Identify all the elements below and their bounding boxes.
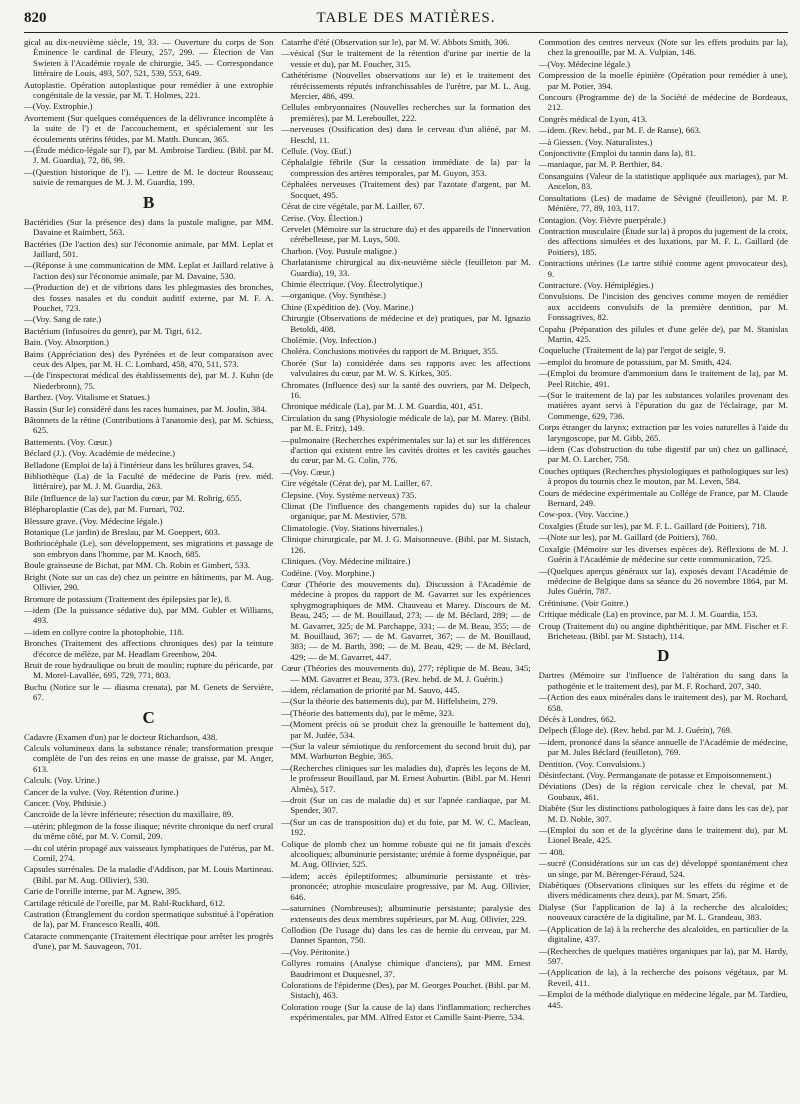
index-entry: —(Production de) et de vibrions dans les phlegmasies des bronches, des fosses nasales et du conduit auditif externe, par M. F. A. Pouchet, 723. xyxy=(24,282,274,313)
index-entry: Blépharoplastie (Cas de), par M. Furnari, 702. xyxy=(24,504,185,515)
index-entry: Bactérium (Infusoires du genre), par M. Tigri, 612. xyxy=(24,325,202,336)
index-entry: Consanguins (Valeur de la statistique appliquée aux mariages), par M. Ancelon, 83. xyxy=(538,170,788,192)
index-entry: Charbon. (Voy. Pustule maligne.) xyxy=(281,245,397,256)
index-entry: — 408. xyxy=(538,846,565,857)
index-entry: Croup (Traitement du) ou angine diphthéritique, par MM. Fischer et F. Bricheteau. (Bibl. par M. Sistach), 114. xyxy=(538,620,788,641)
index-entry: Chronique médicale (La), par M. J. M. Guardia, 401, 451. xyxy=(281,401,484,412)
index-entry: Barthez. (Voy. Vitalisme et Statues.) xyxy=(24,392,150,403)
index-entry: Crétinisme. (Voir Goitre.) xyxy=(538,597,629,608)
index-entry: Cow-pox. (Voy. Vaccine.) xyxy=(538,509,629,520)
index-entry: Clinique chirurgicale, par M. J. G. Maisonneuve. (Bibl. par M. Sistach, 126. xyxy=(281,534,531,555)
index-entry: Cerise. (Voy. Élection.) xyxy=(281,212,363,223)
index-entry: Bactéridies (Sur la présence des) dans la pustule maligne, par MM. Davaine et Raimbert, 563. xyxy=(24,216,274,238)
section-letter: B xyxy=(142,192,155,212)
index-entry: Avortement (Sur quelques conséquences de la délivrance incomplète à la suite de l') et de l'accouchement, et spécialement sur les écoulements utérins fétides, par M. Matth. Duncan, 365. xyxy=(24,112,274,144)
index-entry: Chorée (Sur la) considérée dans ses rapports avec les affections valvulaires du cœur, par M. W. S. Kirkes, 305. xyxy=(281,357,531,379)
index-entry: Bruit de roue hydraulique ou bruit de moulin; rupture du péricarde, par M. Morel-Lavallée, 695, 729, 771, 803. xyxy=(24,659,274,681)
index-entry: Diabète (Sur les distinctions pathologiques à faire dans les cas de), par M. D. Noble, 307. xyxy=(538,803,788,824)
index-entry: —organique. (Voy. Synthèse.) xyxy=(281,290,386,301)
index-entry: Cancer de la vulve. (Voy. Rétention d'urine.) xyxy=(24,786,179,797)
index-entry: Consultations (Les) de madame de Sévigné (feuilleton), par M. P. Ménière, 77, 89, 103, 117. xyxy=(538,192,788,214)
index-entry: Castration (Étranglement du cordon spermatique substitué à l'opération de la), par M. Francesco Realli, 408. xyxy=(24,909,274,930)
index-entry: —emploi du bromure de potassium, par M. Smith, 424. xyxy=(538,356,732,367)
index-entry: Céphalées nerveuses (Traitement des) par l'azotate d'argent, par M. Socquet, 495. xyxy=(281,179,531,200)
index-entry: —(Action des eaux minérales dans le traitement des), par M. Rochard, 658. xyxy=(538,692,788,713)
index-entry: Colique de plomb chez un homme robuste qui ne fit jamais d'excès alcooliques; albuminurie persistante; urémie à forme dyspnéique, par M. Aug. Ollivier, 525. xyxy=(281,838,531,870)
index-entry: Coxalgies (Étude sur les), par M. F. L. Gaillard (de Poitiers), 718. xyxy=(538,520,767,531)
index-entry: Circulation du sang (Physiologie médicale de la), par M. Marey. (Bibl. par M. E. Fritz), 149. xyxy=(281,412,531,434)
index-entry: Cellules embryonnaires (Nouvelles recherches sur la formation des premières), par M. Lereboullet, 222. xyxy=(281,102,531,123)
index-entry: Contractions utérines (Le tartre stibié comme agent provocateur des), 9. xyxy=(538,258,788,279)
index-entry: —idem (De la puissance sédative du), par MM. Gubler et Williams, 493. xyxy=(24,604,274,626)
index-entry: Désinfectant. (Voy. Permanganate de potasse et Empoisonnement.) xyxy=(538,770,772,780)
index-entry: —idem; accès épileptiformes; albuminurie persistante et très-prononcée; atrophie musculaire progressive, par M. Aug. Ollivier, 646. xyxy=(281,870,531,902)
index-entry: Climatologie. (Voy. Stations hivernales.) xyxy=(281,522,423,533)
index-entry: Concours (Programme de) de la Société de médecine de Bordeaux, 212. xyxy=(538,92,788,113)
index-column-right xyxy=(539,37,788,1103)
index-entry: Critique médicale (La) en province, par M. J. M. Guardia, 153. xyxy=(538,609,758,620)
index-entry: Chimie électrique. (Voy. Électrolytique.) xyxy=(281,278,423,289)
index-entry: —(de l'inspectorat médical des établissements de), par M. J. Kuhn (de Niederbronn), 75. xyxy=(24,370,274,391)
index-entry: —(Recherches cliniques sur les maladies du), d'après les leçons de M. le professeur Bouillaud, par M. Ernest Auburtin. (Bibl. par M. Henri Almès), 517. xyxy=(281,762,531,794)
index-entry: Colorations de l'épiderme (Des), par M. Georges Pouchet. (Bibl. par M. Sistach), 463. xyxy=(281,979,531,1001)
index-entry: —(Théorie des battements du), par le même, 323. xyxy=(281,707,455,718)
index-entry: Carie de l'oreille interne, par M. Agnew, 395. xyxy=(24,886,182,897)
index-column-left xyxy=(24,37,273,1103)
index-entry: Décès à Londres, 662. xyxy=(538,713,617,724)
index-column-middle xyxy=(281,37,530,1103)
section-letter: D xyxy=(657,646,670,666)
index-entry: Dartres (Mémoire sur l'influence de l'altération du sang dans la pathogénie et le traitement des), par M. F. Rochard, 207, 340. xyxy=(538,670,788,691)
index-entry: Charlatanisme chirurgical au dix-neuvième siècle (feuilleton par M. Guardia), 19, 33. xyxy=(281,257,531,278)
index-entry: —(Moment précis où se produit chez la grenouille le battement du), par M. Judée, 534. xyxy=(281,719,531,740)
index-entry: Cancroïde de la lèvre inférieure; résection du maxillaire, 89. xyxy=(24,809,234,820)
index-entry: Corps étranger du larynx; extraction par les voies naturelles à l'aide du laryngoscope, par M. Gibb, 265. xyxy=(538,422,788,443)
index-entry: Cire végétale (Cérat de), par M. Lailler, 67. xyxy=(281,478,433,489)
index-entry: Cathétérisme (Nouvelles observations sur le) et le traitement des rétrécissements réputés infranchissables de l'urètre, par M. L. Aug. Mercier, 486, 499. xyxy=(281,70,531,102)
index-entry: Cancer. (Voy. Phthisie.) xyxy=(24,798,107,808)
index-entry: —à Giessen. (Voy. Naturalistes.) xyxy=(538,136,653,147)
index-entry: —nerveuses (Ossification des) dans le cerveau d'un aliéné, par M. Heschl, 11. xyxy=(281,124,531,145)
index-entry: —sucré (Considérations sur un cas de) développé spontanément chez un singe, par M. Bérenger-Féraud, 524. xyxy=(538,858,788,879)
index-entry: Calculs volumineux dans la substance rénale; transformation presque complète de l'un des reins en une masse de graisse, par M. Anger, 613. xyxy=(24,742,274,774)
index-entry: Commotion des centres nerveux (Note sur les effets produits par la), chez la grenouille, par M. A. Vulpian, 146. xyxy=(538,37,788,58)
index-entry: Compression de la moelle épinière (Opération pour remédier à une), par M. Potier, 394. xyxy=(538,70,788,91)
index-entry: —(Sur un cas de transposition du) et du foie, par M. W. C. Maclean, 192. xyxy=(281,816,531,838)
index-entry: —(Sur la valeur sémiotique du renforcement du second bruit du), par MM. Warburton Begbie, 365. xyxy=(281,741,531,762)
index-entry: Cours de médecine expérimentale au Collége de France, par M. Claude Bernard, 249. xyxy=(538,487,788,509)
index-entry: Delpech (Éloge de). (Rev. hebd. par M. J. Guérin), 769. xyxy=(538,725,733,736)
index-entry: —idem, réclamation de priorité par M. Sauvo, 445. xyxy=(281,684,460,695)
index-entry: Bain. (Voy. Absorption.) xyxy=(24,337,109,348)
index-entry: —maniaque, par M. P. Berthier, 84. xyxy=(538,159,663,170)
index-entry: Capsules surrénales. De la maladie d'Addison, par M. Louis Martineau. (Bibl. par M. Aug. Ollivier), 530. xyxy=(24,864,274,885)
index-entry: Bassin (Sur le) considéré dans les races humaines, par M. Joulin, 384. xyxy=(24,403,267,414)
index-entry: —(Emploi du son et de la glycérine dans le traitement du), par M. Lionel Beale, 425. xyxy=(538,825,788,846)
index-entry: —idem. (Rev. hebd., par M. F. de Ranse), 663. xyxy=(538,125,701,136)
index-entry: Cadavre (Examen d'un) par le docteur Richardson, 438. xyxy=(24,731,218,742)
running-title: TABLE DES MATIÈRES. xyxy=(316,10,496,26)
index-entry: —idem, prononcé dans la séance annuelle de l'Académie de médecine, par M. Jules Béclard (feuilleton), 769. xyxy=(538,736,788,758)
index-entry: Coxalgie (Mémoire sur les diverses espèces de). Réflexions de M. J. Guérin à l'Académie de médecine sur cette communication, 725. xyxy=(538,543,788,565)
index-entry: —(Voy. Cœur.) xyxy=(281,466,335,477)
index-entry: —(Réponse à une communication de MM. Leplat et Jaillard relative à l'action des) sur l'économie animale, par M. Davaine, 530. xyxy=(24,260,274,281)
index-entry: Convulsions. De l'incision des gencives comme moyen de remédier aux accidents convulsifs de la première dentition, par M. Fonssagrives, 82. xyxy=(538,291,788,323)
index-entry: Bactéries (De l'action des) sur l'économie animale, par MM. Leplat et Jaillard, 501. xyxy=(24,238,274,259)
index-entry: Bâtonnets de la rétine (Contributions à l'anatomie des), par M. Schiess, 625. xyxy=(24,415,274,436)
index-entry: —Emploi de la méthode dialytique en médecine légale, par M. Tardieu, 445. xyxy=(538,989,788,1010)
index-entry: Codéine. (Voy. Morphine.) xyxy=(281,567,375,578)
index-entry: Climat (De l'influence des changements rapides du) sur la chaleur organique, par M. Mestivier, 578. xyxy=(281,501,531,522)
index-entry: Déviations (Des) de la région cervicale chez le cheval, par M. Goubaux, 461. xyxy=(538,781,788,802)
index-entry: Battements. (Voy. Cœur.) xyxy=(24,436,112,447)
index-entry: —vésical (Sur le traitement de la rétention d'urine par inertie de la vessie et du), par M. Foucher, 315. xyxy=(281,48,531,69)
index-entry: Congrès médical de Lyon, 413. xyxy=(538,113,648,124)
index-entry: —idem (Cas d'obstruction du tube digestif par un) chez un gallinacé, par M. O. Larcher, 758. xyxy=(538,444,788,465)
index-entry: Cataracte commençante (Traitement électrique pour arrêter les progrès d'une), par M. Sauvageon, 701. xyxy=(24,930,274,952)
index-entry: Buchu (Notice sur le — diasma crenata), par M. Genets de Servière, 67. xyxy=(24,681,274,703)
index-entry: Bile (Influence de la) sur l'action du cœur, par M. Rohrig, 655. xyxy=(24,492,242,503)
index-entry: Contracture. (Voy. Hémiplégies.) xyxy=(538,279,654,290)
index-entry: —(Question historique de l'). — Lettre de M. le docteur Rousseau; suivie de remarques de M. J. M. Guardia, 199. xyxy=(24,166,274,188)
index-entry: Catarrhe d'été (Observation sur le), par M. W. Abbots Smith, 306. xyxy=(281,37,510,47)
index-entry: Autoplastie. Opération autoplastique pour remédier à une extrophie congénitale de la vessie, par M. T. Holmes, 221. xyxy=(24,79,274,101)
index-entry: Chirurgie (Observations de médecine et de) pratiques, par M. Ignazio Betoldi, 408. xyxy=(281,313,531,334)
index-entry: gical au dix-neuvième siècle, 19, 33. — Ouverture du corps de Son Éminence le cardinal de Fleury, 257, 299. — Élection de Van Swieten à l'Académie royale de chirurgie, 345. — Correspondance littéraire de Louis, 493, 507, 521, 539, 553, 649. xyxy=(24,37,274,79)
index-entry: Bronches (Traitement des affections chroniques des) par la teinture d'écorce de mélèze, par M. Headlam Greenhow, 204. xyxy=(24,638,274,659)
index-entry: Bothriocéphale (Le), son développement, ses migrations et passage de son embryon dans l'homme, par M. Knoch, 685. xyxy=(24,538,274,559)
index-entry: Boule graisseuse de Bichat, par MM. Ch. Robin et Gimbert, 533. xyxy=(24,560,251,571)
index-entry: —droit (Sur un cas de maladie du) et sur l'apnée cardiaque, par M. Spender, 307. xyxy=(281,795,531,816)
index-entry: —idem en collyre contre la photophobie, 118. xyxy=(24,626,184,637)
index-entry: Bright (Note sur un cas de) chez un peintre en bâtiments, par M. Aug. Ollivier, 290. xyxy=(24,571,274,593)
index-entry: Collodion (De l'usage du) dans les cas de hernie du cerveau, par M. Dannet Spanton, 750. xyxy=(281,924,531,946)
index-entry: Couches optiques (Recherches physiologiques et pathologiques sur les) à propos du tournis chez le mouton, par M. Leven, 584. xyxy=(538,465,788,487)
index-entry: —(Recherches de quelques matières organiques par la), par M. Hardy, 597. xyxy=(538,945,788,966)
index-entry: Calculs. (Voy. Urine.) xyxy=(24,775,100,786)
index-entry: Botanique (Le jardin) de Breslau, par M. Goeppert, 603. xyxy=(24,527,220,538)
index-entry: —du col utérin propagé aux vaisseaux lymphatiques de l'utérus, par M. Cornil, 274. xyxy=(24,842,274,864)
index-entry: —(Étude médico-légale sur l'), par M. Ambroise Tardieu. (Bibl. par M. J. M. Guardia), 72, 86, 99. xyxy=(24,145,274,166)
index-entry: —(Sur le traitement de la) par les substances volatiles provenant des matières ayant servi à l'épuration du gaz de l'éclairage, par M. Commenge, 629, 736. xyxy=(538,390,788,421)
index-entry: Dialyse (Sur l'application de la) à la recherche des alcaloïdes; nouveaux caractère de la digitaline, par M. L. Grandeau, 383. xyxy=(538,901,788,923)
index-entry: —(Emploi du bromure d'ammonium dans le traitement de la), par M. Peel Ritchie, 491. xyxy=(538,368,788,389)
index-entry: Diabétiques (Observations cliniques sur les effets du régime et de divers médicaments chez deux), par M. Smart, 256. xyxy=(538,880,788,901)
index-entry: Bains (Appréciation des) des Pyrénées et de leur comparaison avec ceux des Alpes, par M. H. C. Lombard, 458, 470, 511, 573. xyxy=(24,348,274,369)
index-entry: Conjonctivite (Emploi du tannin dans la), 81. xyxy=(538,148,696,159)
index-entry: Blessure grave. (Voy. Médecine légale.) xyxy=(24,515,163,526)
index-entry: Chine (Expédition de). (Voy. Marine.) xyxy=(281,301,414,312)
index-entry: Belladone (Emploi de la) à l'intérieur dans les brûlures graves, 54. xyxy=(24,459,254,470)
index-entry: Cœur (Théorie des mouvements du). Discussion à l'Académie de médecine à propos du rapport de M. Gavarret sur les expériences sphygmographiques de MM. Chauveau et Marey. Discours de M. Beau, 245; — de M. Bouillaud, 273; — de M. Béclard, 289; — de M. Gavarret, 325; de M. Parchappe, 331; — de M. Beau, 355; — de M. Bouillaud, 367; — de M. Gavarret, 367; — de M. Bouillaud, 383; — de M. Barth, 398; — de M. Beau, 429; — de M. Béclard, 429; — de M. Gavarret, 447. xyxy=(281,578,531,662)
page-header xyxy=(24,6,788,33)
index-entry: —(Note sur les), par M. Gaillard (de Poitiers), 760. xyxy=(538,532,718,543)
index-entry: Copahu (Préparation des pilules et d'une gelée de), par M. Stanislas Martin, 425. xyxy=(538,323,788,344)
section-letter: C xyxy=(142,707,155,727)
index-entry: Choléra. Conclusions motivées du rapport de M. Briquet, 355. xyxy=(281,346,499,357)
index-entry: Coloration rouge (Sur la cause de la) dans l'inflammation; recherches expérimentales, par MM. Alfred Estor et Camille Saint-Pierre, 534. xyxy=(281,1001,531,1023)
index-entry: —(Quelques aperçus généraux sur la), exposés devant l'Académie de médecine de Belgique dans sa séance du 26 novembre 1864, par M. Jules Guérin, 787. xyxy=(538,565,788,597)
index-entry: Cartilage réticulé de l'oreille, par M. Rabl-Ruckhard, 612. xyxy=(24,897,226,908)
index-entry: Cœur (Théories des mouvements du), 277; réplique de M. Beau, 345; — MM. Gavarret et Beau, 373. (Rev. hebd. de M. J. Guérin.) xyxy=(281,663,531,684)
index-entry: Cérat de cire végétale, par M. Lailler, 67. xyxy=(281,201,425,212)
index-entry: Céphalalgie fébrile (Sur la cessation immédiate de la) par la compression des artères temporales, par M. Guyon, 353. xyxy=(281,157,531,178)
index-entry: —(Voy. Extrophie.) xyxy=(24,101,93,112)
index-entry: —saturnines (Nombreuses); albuminurie persistante; paralysie des extenseurs des deux membres supérieurs, par M. Aug. Ollivier, 229. xyxy=(281,903,531,924)
index-entry: Clepsine. (Voy. Système nerveux) 735. xyxy=(281,489,417,500)
index-entry: Béclard (J.). (Voy. Académie de médecine.) xyxy=(24,448,176,459)
index-entry: Collyres romains (Analyse chimique d'anciens), par MM. Ernest Baudrimont et Duquesnel, 37. xyxy=(281,958,531,979)
index-entry: Cervelet (Mémoire sur la structure du) et des appareils de l'innervation cérébelleuse, par M. Luys, 500. xyxy=(281,223,531,245)
page-number: 820 xyxy=(24,10,47,26)
index-entry: Contraction musculaire (Étude sur la) à propos du jugement de la croix, des affections simulées et des luxations, par M. F. L. Gaillard (de Poitiers), 185. xyxy=(538,225,788,257)
index-entry: Cellule. (Voy. Œuf.) xyxy=(281,146,352,157)
index-entry: —(Application de la) à la recherche des alcaloïdes, en particulier de la digitaline, 437. xyxy=(538,923,788,945)
index-entry: —(Sur la théorie des battements du), par M. Hiffelsheim, 279. xyxy=(281,696,498,707)
index-entry: —(Voy. Péritonite.) xyxy=(281,946,350,957)
index-entry: Coqueluche (Traitement de la) par l'ergot de seigle, 9. xyxy=(538,345,726,356)
index-entry: Bibliothèque (La) de la Faculté de médecine de Paris (rev. méd. littéraire), par M. J. M. Guardia, 263. xyxy=(24,471,274,492)
index-entry: —pulmonaire (Recherches expérimentales sur la) et sur les différences d'action qui existent entre les cavités droites et les cavités gauches du cœur, par M. G. Colin, 776. xyxy=(281,434,531,466)
index-entry: Chromates (Influence des) sur la santé des ouvriers, par M. Delpech, 16. xyxy=(281,379,531,400)
index-entry: Contagion. (Voy. Fièvre puerpérale.) xyxy=(538,214,666,225)
index-entry: —(Voy. Médecine légale.) xyxy=(538,58,631,69)
index-entry: Bromure de potassium (Traitement des épilepsies par le), 8. xyxy=(24,593,232,604)
index-entry: Dentition. (Voy. Convulsions.) xyxy=(538,758,645,769)
index-entry: —utérin; phlegmon de la fosse iliaque; névrite chronique du nerf crural du même côté, par M. V. Cornil, 209. xyxy=(24,820,274,842)
index-entry: Cholémie. (Voy. Infection.) xyxy=(281,334,377,345)
index-entry: —(Voy. Sang de rate.) xyxy=(24,314,102,325)
index-entry: —(Application de la), à la recherche des poisons végétaux, par M. Reveil, 411. xyxy=(538,967,788,988)
index-columns xyxy=(24,37,788,1103)
index-entry: Cliniques. (Voy. Médecine militaire.) xyxy=(281,556,411,567)
